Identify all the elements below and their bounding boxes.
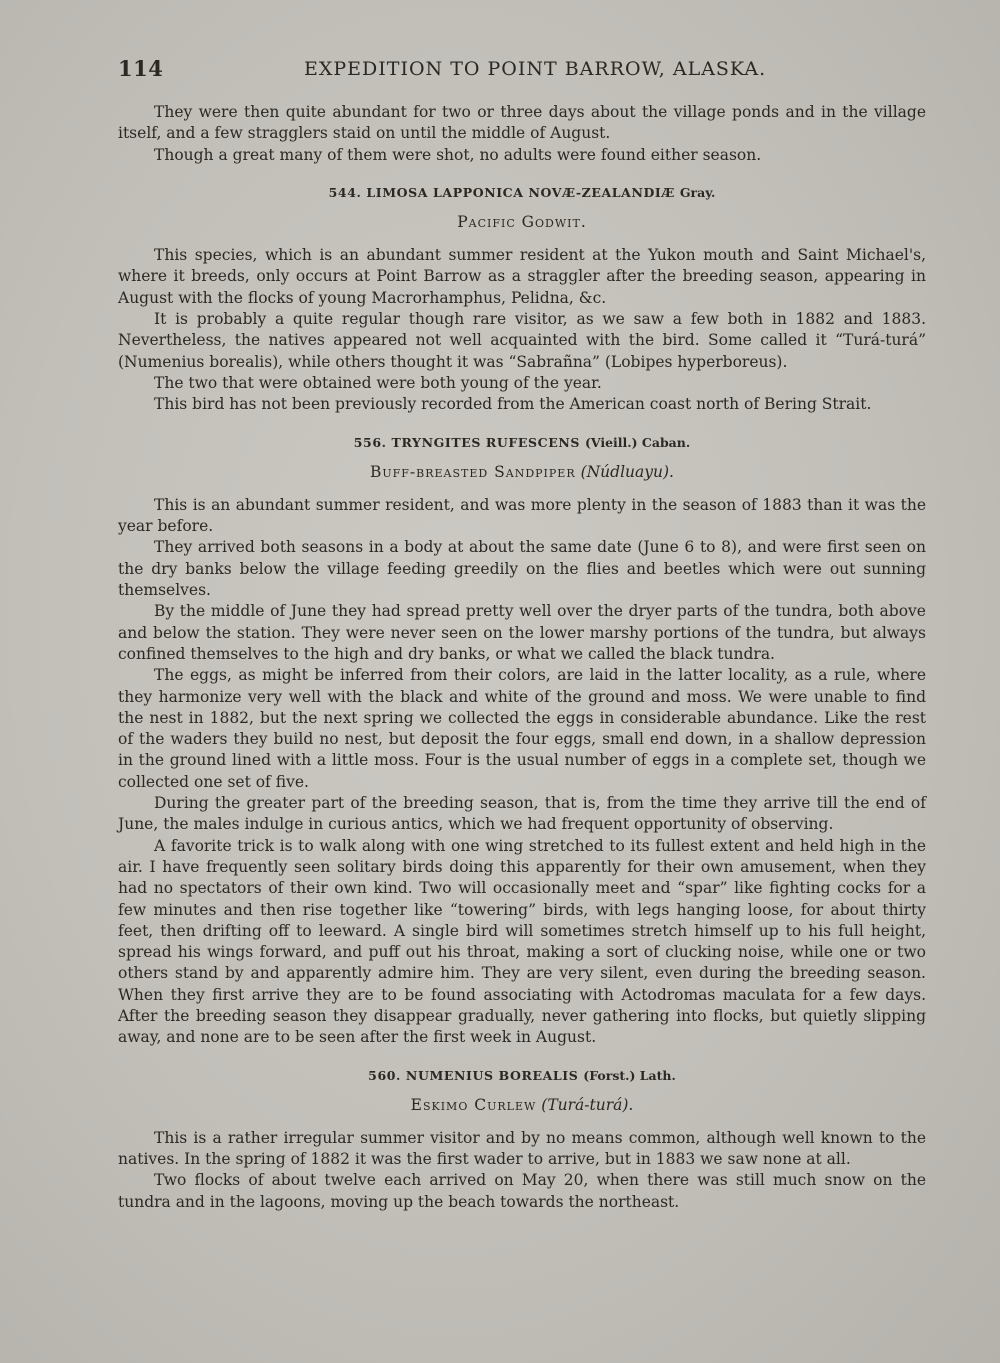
paragraph: The eggs, as might be inferred from their colors, are laid in the latter locality, as a rule, where they harmonize very well with the black and white of the ground and moss. We were unable to find the nest in 1882, but the next spring we collected the eggs in considerable abundance. Like the rest of the waders they build no nest, but deposit the four eggs, small end down, in a shallow depression in the ground lined with a little moss. Four is the usual number of eggs in a complete set, though we collected one set of five. (118, 666, 926, 791)
species-authority: Gray. (679, 184, 716, 200)
paragraph: During the greater part of the breeding season, that is, from the time they arrive till the end of June, the males indulge in curious antics, which we had frequent opportunity of observing. (118, 794, 926, 834)
common-name-line (118, 1095, 926, 1116)
page-number: 114 (118, 56, 164, 81)
common-name: Pacific Godwit. (457, 212, 587, 231)
native-name: (Turá-turá). (541, 1095, 634, 1114)
species-authority: (Forst.) Lath. (583, 1067, 676, 1083)
species-number-name: 556. TRYNGITES RUFESCENS (353, 434, 580, 450)
page-body (118, 102, 926, 1213)
species-number-name: 560. NUMENIUS BOREALIS (368, 1067, 579, 1083)
common-name: Eskimo Curlew (410, 1095, 537, 1114)
species-heading (118, 184, 926, 202)
common-name-line (118, 212, 926, 233)
species-heading (118, 1067, 926, 1085)
species-number-name: 544. LIMOSA LAPPONICA NOVÆ-ZEALANDIÆ (328, 184, 675, 200)
paragraph: This is an abundant summer resident, and was more plenty in the season of 1883 than it was the year before. (118, 495, 926, 536)
running-title: EXPEDITION TO POINT BARROW, ALASKA. (304, 58, 767, 80)
paragraph: Two flocks of about twelve each arrived on May 20, when there was still much snow on the tundra and in the lagoons, moving up the beach towards the northeast. (118, 1171, 926, 1211)
paragraph: This species, which is an abundant summer resident at the Yukon mouth and Saint Michael's, where it breeds, only occurs at Point Barrow as a straggler after the breeding season, appearing in August with the flocks of young Macrorhamphus, Pelidna, &c. (118, 246, 926, 307)
species-heading (118, 434, 926, 452)
page-header (118, 56, 926, 86)
paragraph: They arrived both seasons in a body at about the same date (June 6 to 8), and were first seen on the dry banks below the village feeding greedily on the flies and beetles which were out sunning themselves. (118, 538, 926, 600)
paragraph: Though a great many of them were shot, no adults were found either season. (154, 145, 762, 164)
paragraph: A favorite trick is to walk along with one wing stretched to its fullest extent and held high in the air. I have frequently seen solitary birds doing this apparently for their own amusement, when they had no spectators of their own kind. Two will occasionally meet and “spar” like fighting cocks for a few minutes and then rise together like “towering” birds, with legs hanging loose, for about thirty feet, then drifting off to leeward. A single bird will sometimes stretch himself up to his full height, spread his wings forward, and puff out his throat, making a sort of clucking noise, while one or two others stand by and apparently admire him. They are very silent, even during the breeding season. When they first arrive they are to be found associating with Actodromas maculata for a few days. After the breeding season they disappear gradually, never gathering into flocks, but quietly slipping away, and none are to be seen after the first week in August. (118, 836, 926, 1047)
paragraph: This bird has not been previously recorded from the American coast north of Bering Strait. (154, 395, 872, 414)
common-name: Buff-breasted Sandpiper (370, 462, 576, 481)
species-authority: (Vieill.) Caban. (584, 434, 691, 450)
native-name: (Núdluayu). (580, 462, 674, 481)
paragraph: They were then quite abundant for two or three days about the village ponds and in the village itself, and a few stragglers staid on until the middle of August. (118, 103, 926, 143)
paragraph: It is probably a quite regular though rare visitor, as we saw a few both in 1882 and 1883. Nevertheless, the natives appeared not well acquainted with the bird. Some called it “Turá-turá” (Numenius borealis), while others thought it was “Sabrañna” (Lobipes hyperboreus). (118, 310, 926, 371)
common-name-line (118, 462, 926, 483)
paragraph: The two that were obtained were both young of the year. (154, 373, 602, 392)
paragraph: This is a rather irregular summer visitor and by no means common, although well known to the natives. In the spring of 1882 it was the first wader to arrive, but in 1883 we saw none at all. (118, 1128, 926, 1169)
paragraph: By the middle of June they had spread pretty well over the dryer parts of the tundra, both above and below the station. They were never seen on the lower marshy portions of the tundra, but always confined themselves to the high and dry banks, or what we called the black tundra. (118, 602, 926, 663)
